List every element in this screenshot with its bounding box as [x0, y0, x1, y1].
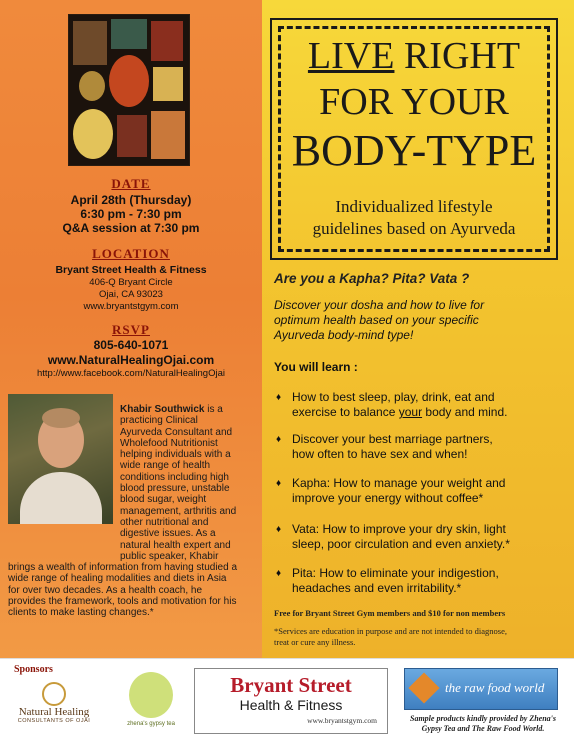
learn-item-line-2: headaches and even irritability.* — [292, 581, 462, 595]
learn-item-line-1: Pita: How to eliminate your indigestion, — [292, 566, 499, 580]
diamond-bullet-icon: ♦ — [276, 392, 282, 403]
raw-food-world-logo-text: the raw food world — [445, 680, 545, 695]
bryant-logo-url: www.bryantstgym.com — [307, 716, 377, 725]
learn-heading: You will learn : — [274, 360, 358, 374]
zhena-tea-logo[interactable] — [118, 672, 184, 736]
learn-item-text: exercise to balance — [292, 405, 399, 419]
event-time: 6:30 pm - 7:30 pm — [80, 207, 182, 221]
natural-healing-logo[interactable] — [8, 682, 100, 736]
venue-address-2: Ojai, CA 93023 — [99, 289, 163, 300]
bryant-logo-title: Bryant Street — [230, 673, 352, 697]
learn-item-emphasis: your — [398, 405, 423, 419]
learn-item-line-1: Kapha: How to manage your weight and — [292, 476, 506, 490]
title-line-1 — [272, 34, 556, 78]
title-line-2: FOR YOUR — [319, 81, 509, 123]
tea-leaf-icon — [129, 672, 173, 718]
venue-address-1: 406-Q Bryant Circle — [89, 277, 173, 288]
venue-website[interactable]: www.bryantstgym.com — [83, 301, 179, 312]
title-box — [270, 18, 558, 260]
sponsors-heading: Sponsors — [14, 664, 53, 675]
title-right: RIGHT — [394, 35, 521, 77]
learn-item — [276, 566, 566, 596]
learn-item-text: body and mind. — [422, 405, 508, 419]
learn-item-line-1: Discover your best marriage partners, — [292, 432, 493, 446]
learn-item — [276, 476, 566, 506]
rsvp-phone[interactable]: 805-640-1071 — [93, 338, 169, 352]
diamond-bullet-icon: ♦ — [276, 524, 282, 535]
butterfly-icon — [408, 672, 439, 703]
natural-healing-logo-subtext: CONSULTANTS OF OJAI — [17, 718, 91, 724]
sponsor-note — [398, 714, 568, 734]
date-heading: DATE — [111, 176, 151, 191]
facebook-link[interactable]: http://www.facebook.com/NaturalHealingOjai — [37, 368, 225, 379]
rsvp-heading: RSVP — [112, 322, 150, 337]
sponsor-note-line-1: Sample products kindly provided by Zhena's — [410, 714, 556, 723]
presenter-bio — [8, 404, 238, 619]
rsvp-website[interactable]: www.NaturalHealingOjai.com — [47, 353, 215, 367]
bio-photo-spacer — [8, 404, 120, 554]
learn-item-line-1: Vata: How to improve your dry skin, light — [292, 522, 506, 536]
lotus-icon — [42, 682, 66, 706]
learn-item-line-2: sleep, poor circulation and even anxiety.* — [292, 537, 510, 551]
disclaimer-line-2: treat or cure any illness. — [274, 637, 356, 647]
location-heading: LOCATION — [92, 246, 170, 261]
fee-note: Free for Bryant Street Gym members and $10 for non members — [274, 608, 506, 618]
zhena-tea-logo-text: zhena's gypsy tea — [127, 721, 175, 727]
bryant-logo-subtitle: Health & Fitness — [239, 697, 343, 713]
disclaimer-line-1: *Services are education in purpose and are not intended to diagnose, — [274, 626, 507, 636]
rsvp-section — [0, 322, 262, 380]
learn-item — [276, 390, 566, 420]
dosha-question: Are you a Kapha? Pita? Vata ? — [274, 271, 470, 286]
intro-line-3: Ayurveda body-mind type! — [274, 328, 414, 342]
venue-name: Bryant Street Health & Fitness — [55, 264, 207, 276]
location-section — [0, 246, 262, 313]
learn-item-line-2: how often to have sex and when! — [292, 447, 468, 461]
intro-line-1: Discover your dosha and how to live for — [274, 298, 485, 312]
learn-item — [276, 522, 566, 552]
diamond-bullet-icon: ♦ — [276, 434, 282, 445]
event-date: April 28th (Thursday) — [70, 193, 192, 207]
bryant-street-logo[interactable] — [194, 668, 388, 734]
learn-item-line-2: improve your energy without coffee* — [292, 491, 484, 505]
subtitle-line-2: guidelines based on Ayurveda — [312, 219, 516, 238]
learn-item-line-1: How to best sleep, play, drink, eat and — [292, 390, 495, 404]
date-section — [0, 176, 262, 235]
qa-session: Q&A session at 7:30 pm — [62, 221, 200, 235]
sponsor-note-line-2: Gypsy Tea and The Raw Food World. — [421, 724, 545, 733]
subtitle-line-1: Individualized lifestyle — [335, 197, 493, 216]
diamond-bullet-icon: ♦ — [276, 478, 282, 489]
ayurveda-collage-image — [68, 14, 190, 166]
presenter-name: Khabir Southwick — [120, 404, 205, 415]
learn-item-line-2 — [276, 405, 566, 420]
raw-food-world-logo[interactable] — [404, 668, 558, 710]
title-live: LIVE — [307, 35, 395, 77]
presenter-bio-text: is a practicing Clinical Ayurveda Consultant and Wholefood Nutritionist helping individuals with a wide range of health conditions including high blood pressure, unstable blood sugar, weight management, arthritis and other nutritional and digestive issues. As a natural health expert and public speaker, Khabir brings a wealth of information from having studied a wide range of healing modalities and diets in Asia for over two decades. As a health coach, he provides the framework, tools and motivation for his clients to make lasting changes.* — [8, 404, 238, 619]
natural-healing-logo-text: Natural Healing — [18, 706, 90, 718]
diamond-bullet-icon: ♦ — [276, 568, 282, 579]
learn-item — [276, 432, 566, 462]
title-line-3: BODY-TYPE — [291, 126, 537, 175]
intro-line-2: optimum health based on your specific — [274, 313, 479, 327]
